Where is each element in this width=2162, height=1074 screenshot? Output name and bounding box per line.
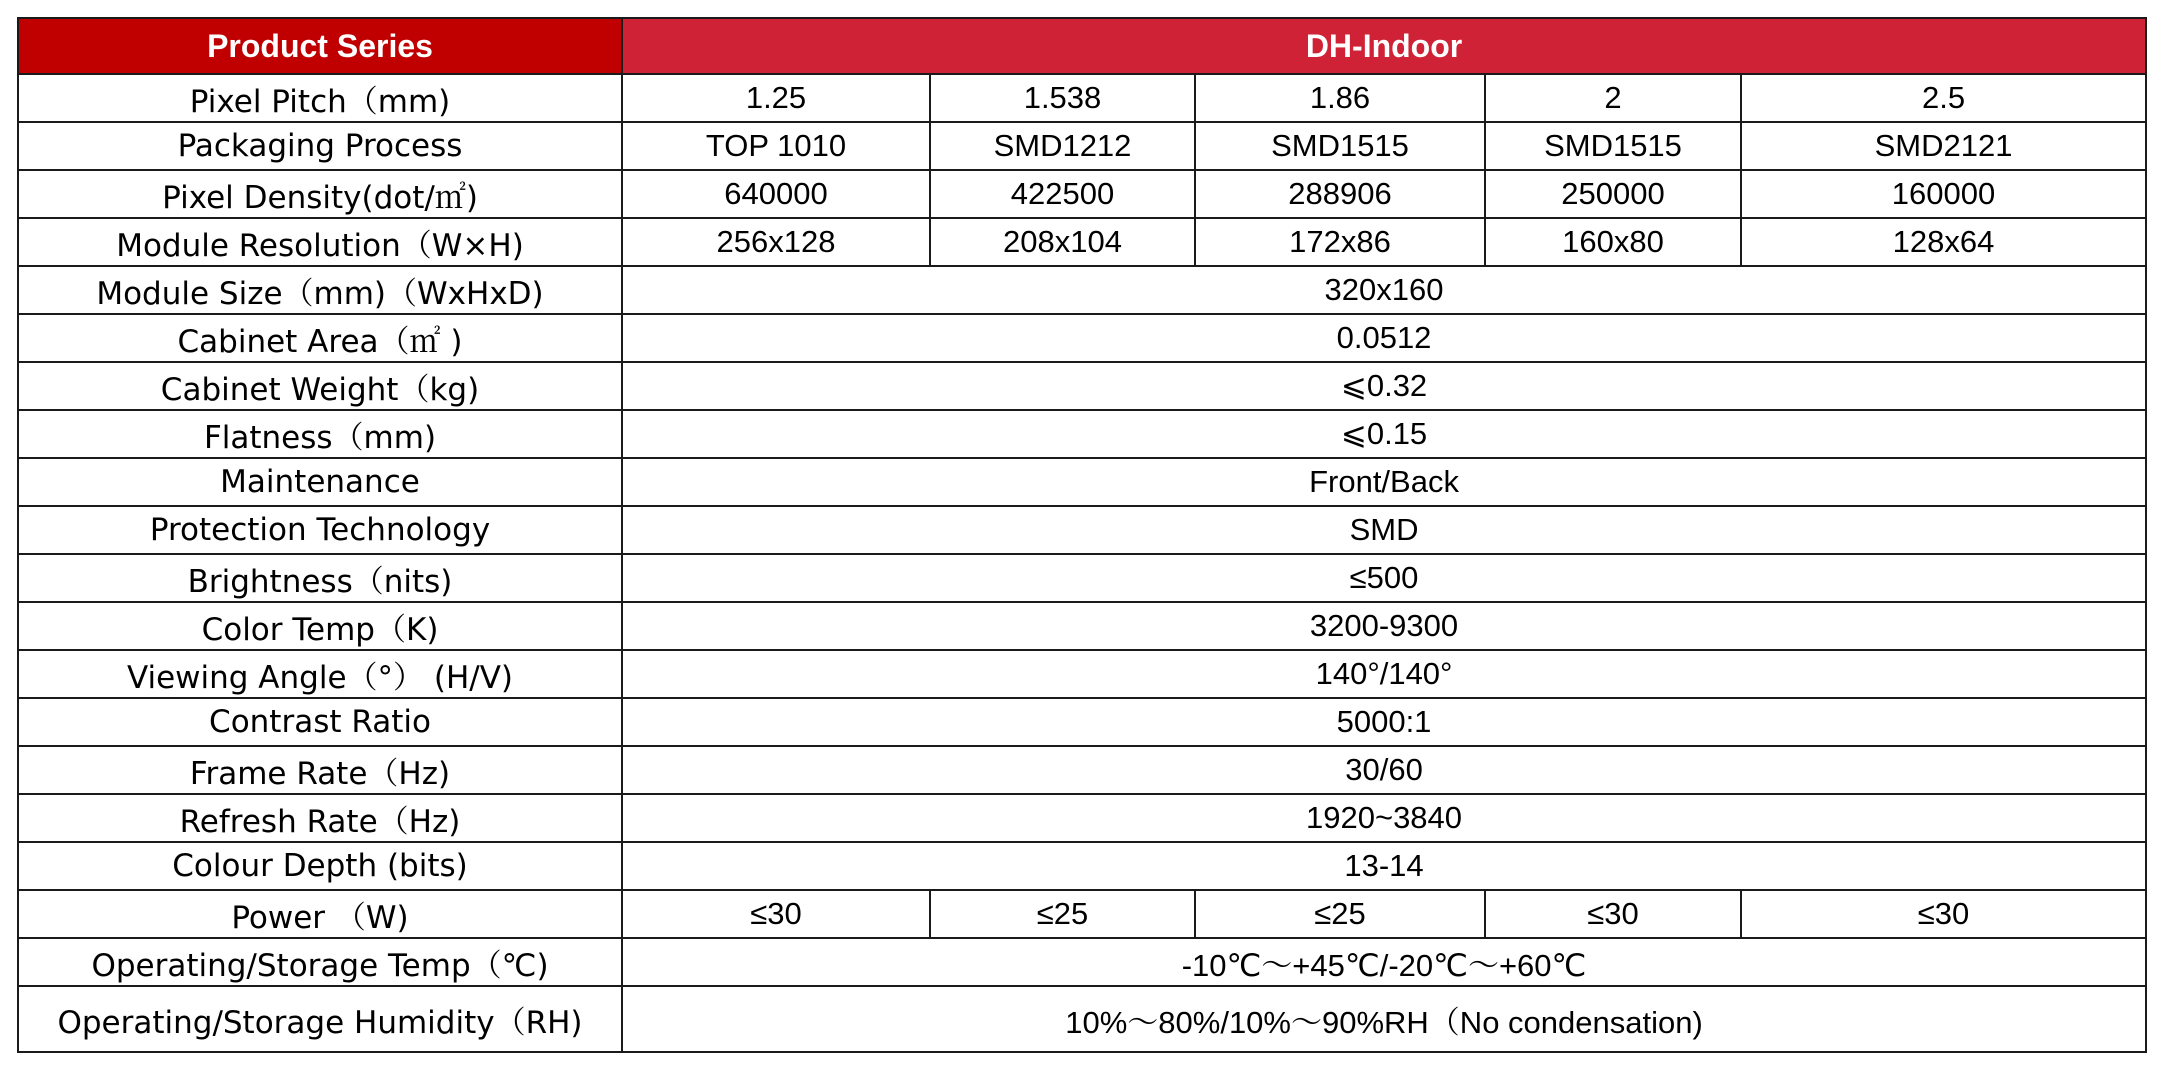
table-cell: 1.25 [622, 74, 930, 122]
table-row [18, 74, 2146, 122]
row-label: Cabinet Weight（kg) [18, 362, 622, 410]
table-cell: 422500 [930, 170, 1195, 218]
table-cell: 320x160 [622, 266, 2146, 314]
row-label: Maintenance [18, 458, 622, 506]
table-row [18, 890, 2146, 938]
row-label: Viewing Angle（°） (H/V) [18, 650, 622, 698]
row-label: Contrast Ratio [18, 698, 622, 746]
table-row [18, 650, 2146, 698]
table-row [18, 122, 2146, 170]
row-label: Protection Technology [18, 506, 622, 554]
table-row [18, 362, 2146, 410]
table-cell: 5000:1 [622, 698, 2146, 746]
row-label: Color Temp（K) [18, 602, 622, 650]
table-row [18, 794, 2146, 842]
table-cell: 288906 [1195, 170, 1485, 218]
table-row [18, 266, 2146, 314]
row-label: Module Resolution（W×H) [18, 218, 622, 266]
row-label: Pixel Pitch（mm) [18, 74, 622, 122]
table-row [18, 458, 2146, 506]
table-cell: 640000 [622, 170, 930, 218]
row-label: Refresh Rate（Hz) [18, 794, 622, 842]
table-cell: 1.538 [930, 74, 1195, 122]
spec-table [17, 17, 2147, 1053]
table-cell: 1920~3840 [622, 794, 2146, 842]
table-row [18, 506, 2146, 554]
table-cell: ≤30 [1485, 890, 1741, 938]
table-cell: ≤500 [622, 554, 2146, 602]
table-cell: 1.86 [1195, 74, 1485, 122]
table-cell: 2.5 [1741, 74, 2146, 122]
table-row [18, 938, 2146, 986]
table-cell: 13-14 [622, 842, 2146, 890]
table-row [18, 986, 2146, 1052]
table-row [18, 746, 2146, 794]
table-cell: ≤30 [1741, 890, 2146, 938]
table-cell: 160x80 [1485, 218, 1741, 266]
row-label: Pixel Density(dot/㎡) [18, 170, 622, 218]
table-cell: Front/Back [622, 458, 2146, 506]
table-cell: 3200-9300 [622, 602, 2146, 650]
row-label: Power （W) [18, 890, 622, 938]
series-name-header: DH-Indoor [622, 18, 2146, 74]
table-cell: -10℃～+45℃/-20℃～+60℃ [622, 938, 2146, 986]
table-cell: 128x64 [1741, 218, 2146, 266]
table-cell: 250000 [1485, 170, 1741, 218]
row-label: Frame Rate（Hz) [18, 746, 622, 794]
table-row [18, 410, 2146, 458]
product-series-header: Product Series [18, 18, 622, 74]
table-cell: 140°/140° [622, 650, 2146, 698]
table-cell: 160000 [1741, 170, 2146, 218]
table-cell: 2 [1485, 74, 1741, 122]
row-label: Brightness（nits) [18, 554, 622, 602]
table-row [18, 218, 2146, 266]
table-cell: 172x86 [1195, 218, 1485, 266]
table-cell: 30/60 [622, 746, 2146, 794]
table-row [18, 602, 2146, 650]
table-cell: ⩽0.15 [622, 410, 2146, 458]
header-row [18, 18, 2146, 74]
row-label: Cabinet Area（㎡ ) [18, 314, 622, 362]
table-cell: 0.0512 [622, 314, 2146, 362]
table-cell: ≤25 [930, 890, 1195, 938]
table-row [18, 554, 2146, 602]
table-cell: TOP 1010 [622, 122, 930, 170]
row-label: Module Size（mm)（WxHxD) [18, 266, 622, 314]
row-label: Packaging Process [18, 122, 622, 170]
row-label: Colour Depth (bits) [18, 842, 622, 890]
table-cell: SMD1515 [1195, 122, 1485, 170]
table-cell: ≤30 [622, 890, 930, 938]
row-label: Flatness（mm) [18, 410, 622, 458]
table-cell: SMD1515 [1485, 122, 1741, 170]
table-cell: SMD [622, 506, 2146, 554]
table-cell: ⩽0.32 [622, 362, 2146, 410]
table-row [18, 698, 2146, 746]
table-cell: ≤25 [1195, 890, 1485, 938]
row-label: Operating/Storage Humidity（RH) [18, 986, 622, 1052]
row-label: Operating/Storage Temp（℃) [18, 938, 622, 986]
table-row [18, 314, 2146, 362]
table-row [18, 170, 2146, 218]
table-row [18, 842, 2146, 890]
table-cell: SMD1212 [930, 122, 1195, 170]
table-cell: 10%～80%/10%～90%RH（No condensation) [622, 986, 2146, 1052]
table-cell: 256x128 [622, 218, 930, 266]
table-cell: 208x104 [930, 218, 1195, 266]
table-cell: SMD2121 [1741, 122, 2146, 170]
